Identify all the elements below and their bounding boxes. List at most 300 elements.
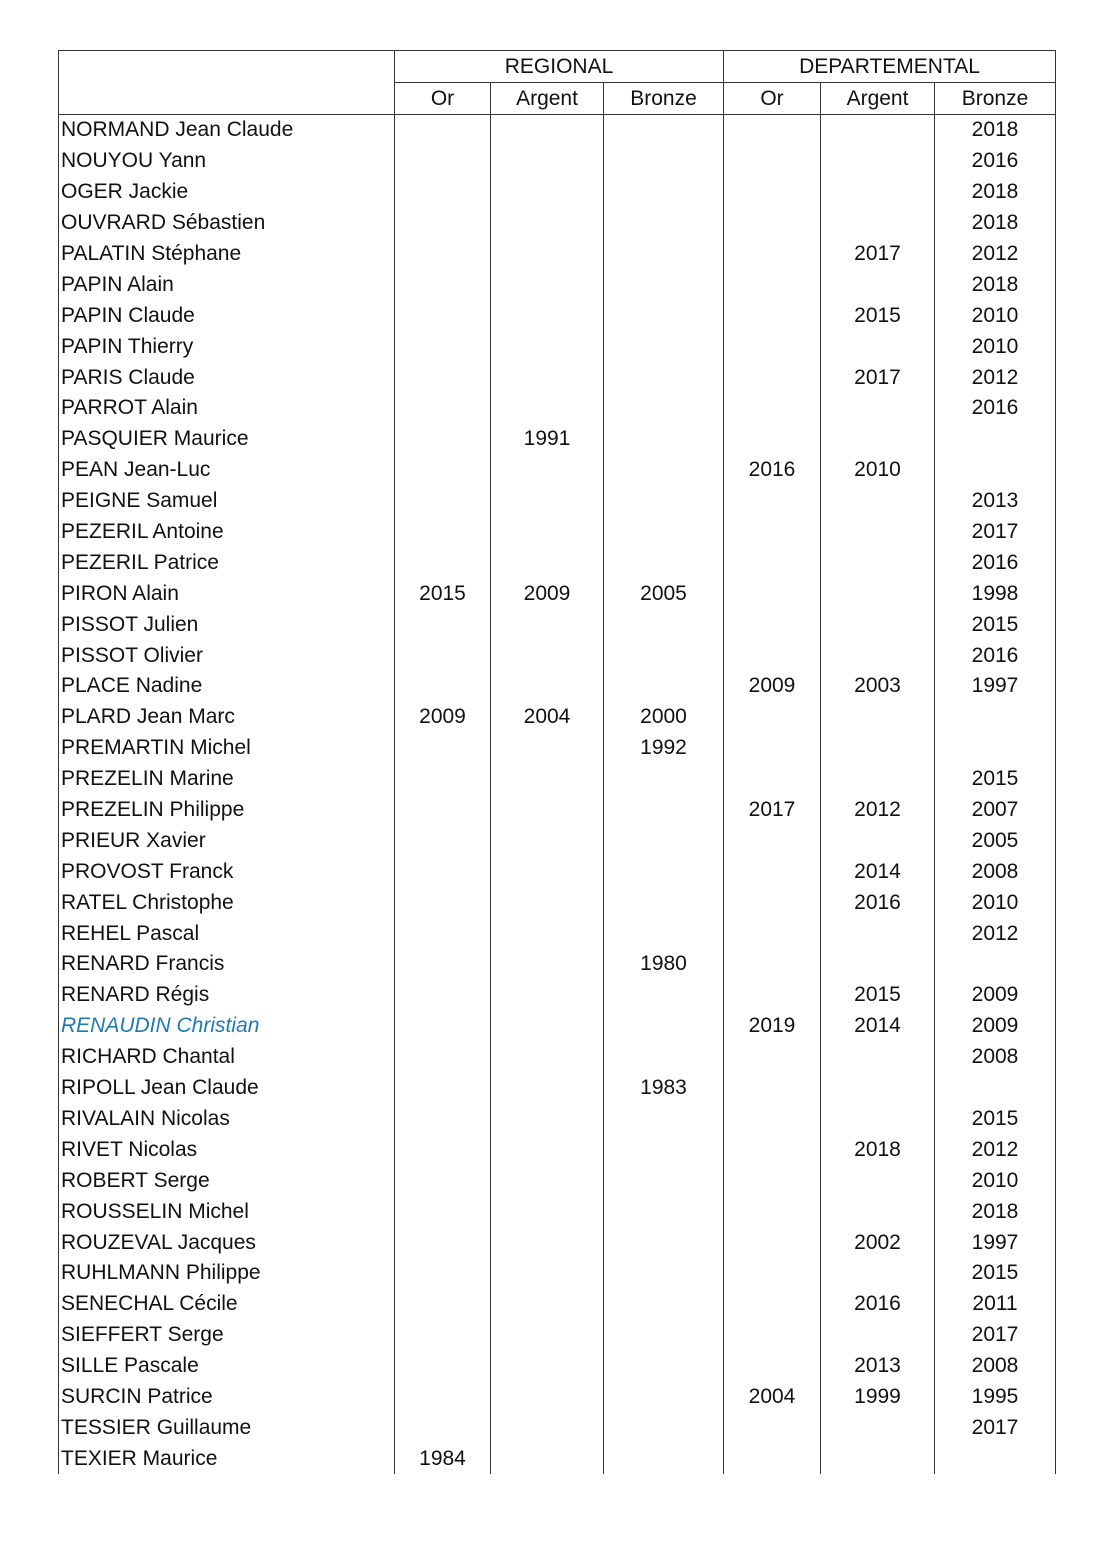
cell-regional-or xyxy=(395,1412,491,1443)
cell-regional-bronze xyxy=(604,115,724,146)
cell-regional-bronze xyxy=(604,146,724,177)
table-row xyxy=(59,547,1056,578)
cell-departemental-or xyxy=(724,609,821,640)
person-name: ROBERT Serge xyxy=(59,1165,395,1196)
cell-regional-bronze xyxy=(604,1351,724,1382)
cell-departemental-argent xyxy=(821,177,935,208)
header-departemental-bronze: Bronze xyxy=(935,83,1056,115)
cell-departemental-argent xyxy=(821,733,935,764)
cell-departemental-or: 2019 xyxy=(724,1011,821,1042)
cell-regional-argent xyxy=(491,764,604,795)
cell-regional-argent: 2009 xyxy=(491,578,604,609)
cell-departemental-or xyxy=(724,115,821,146)
table-row xyxy=(59,1412,1056,1443)
cell-regional-argent xyxy=(491,733,604,764)
cell-regional-bronze xyxy=(604,1227,724,1258)
table-row xyxy=(59,856,1056,887)
table-row xyxy=(59,239,1056,270)
cell-departemental-argent xyxy=(821,702,935,733)
cell-regional-argent xyxy=(491,177,604,208)
cell-departemental-or xyxy=(724,424,821,455)
cell-departemental-or xyxy=(724,300,821,331)
person-name: ROUZEVAL Jacques xyxy=(59,1227,395,1258)
cell-departemental-argent: 2016 xyxy=(821,887,935,918)
cell-departemental-bronze: 1995 xyxy=(935,1382,1056,1413)
cell-departemental-or xyxy=(724,1351,821,1382)
cell-departemental-argent: 2002 xyxy=(821,1227,935,1258)
person-name: PROVOST Franck xyxy=(59,856,395,887)
cell-departemental-argent: 2015 xyxy=(821,980,935,1011)
cell-regional-argent: 1991 xyxy=(491,424,604,455)
person-name: PAPIN Thierry xyxy=(59,331,395,362)
cell-departemental-argent xyxy=(821,424,935,455)
cell-regional-argent xyxy=(491,1042,604,1073)
cell-regional-or xyxy=(395,856,491,887)
cell-regional-argent xyxy=(491,362,604,393)
cell-departemental-bronze: 2016 xyxy=(935,547,1056,578)
table-row xyxy=(59,393,1056,424)
cell-regional-or xyxy=(395,177,491,208)
cell-departemental-or: 2016 xyxy=(724,455,821,486)
cell-regional-bronze xyxy=(604,856,724,887)
person-name: REHEL Pascal xyxy=(59,918,395,949)
cell-departemental-or xyxy=(724,1289,821,1320)
cell-departemental-or xyxy=(724,1104,821,1135)
cell-regional-bronze xyxy=(604,1443,724,1474)
person-name: PREMARTIN Michel xyxy=(59,733,395,764)
cell-departemental-or xyxy=(724,980,821,1011)
cell-departemental-or xyxy=(724,578,821,609)
cell-regional-argent xyxy=(491,980,604,1011)
table-row xyxy=(59,177,1056,208)
header-blank-cell xyxy=(59,51,395,115)
cell-departemental-argent xyxy=(821,640,935,671)
cell-regional-or xyxy=(395,208,491,239)
table-row xyxy=(59,887,1056,918)
cell-regional-argent: 2004 xyxy=(491,702,604,733)
header-departemental: DEPARTEMENTAL xyxy=(724,51,1056,83)
table-row xyxy=(59,1258,1056,1289)
cell-regional-or xyxy=(395,424,491,455)
person-name: SURCIN Patrice xyxy=(59,1382,395,1413)
cell-departemental-argent: 2015 xyxy=(821,300,935,331)
cell-regional-bronze: 2005 xyxy=(604,578,724,609)
person-name: PEIGNE Samuel xyxy=(59,486,395,517)
table-row xyxy=(59,1320,1056,1351)
cell-departemental-argent xyxy=(821,115,935,146)
table-row xyxy=(59,331,1056,362)
cell-departemental-bronze: 1997 xyxy=(935,1227,1056,1258)
table-row xyxy=(59,733,1056,764)
cell-regional-argent xyxy=(491,1011,604,1042)
cell-departemental-or xyxy=(724,239,821,270)
cell-departemental-bronze: 2016 xyxy=(935,393,1056,424)
cell-departemental-argent: 2003 xyxy=(821,671,935,702)
person-name: NORMAND Jean Claude xyxy=(59,115,395,146)
table-row xyxy=(59,1073,1056,1104)
cell-departemental-bronze: 2007 xyxy=(935,795,1056,826)
cell-regional-bronze xyxy=(604,393,724,424)
table-row xyxy=(59,1443,1056,1474)
cell-departemental-argent: 2017 xyxy=(821,362,935,393)
cell-departemental-argent: 1999 xyxy=(821,1382,935,1413)
cell-departemental-argent xyxy=(821,1443,935,1474)
person-name: RIVET Nicolas xyxy=(59,1134,395,1165)
cell-regional-or xyxy=(395,887,491,918)
cell-departemental-bronze: 2018 xyxy=(935,208,1056,239)
person-name: PISSOT Julien xyxy=(59,609,395,640)
person-name: PARROT Alain xyxy=(59,393,395,424)
cell-departemental-bronze: 2012 xyxy=(935,918,1056,949)
cell-regional-argent xyxy=(491,671,604,702)
cell-departemental-or xyxy=(724,1227,821,1258)
cell-regional-argent xyxy=(491,269,604,300)
cell-regional-or xyxy=(395,1134,491,1165)
cell-regional-bronze xyxy=(604,980,724,1011)
cell-departemental-or xyxy=(724,640,821,671)
header-departemental-argent: Argent xyxy=(821,83,935,115)
cell-departemental-bronze: 2010 xyxy=(935,887,1056,918)
person-name: PEZERIL Patrice xyxy=(59,547,395,578)
cell-regional-bronze xyxy=(604,177,724,208)
cell-regional-or xyxy=(395,733,491,764)
person-name: ROUSSELIN Michel xyxy=(59,1196,395,1227)
cell-regional-bronze xyxy=(604,1165,724,1196)
person-name: RUHLMANN Philippe xyxy=(59,1258,395,1289)
cell-regional-or xyxy=(395,1227,491,1258)
cell-regional-argent xyxy=(491,640,604,671)
cell-regional-bronze xyxy=(604,640,724,671)
cell-regional-or xyxy=(395,362,491,393)
table-row xyxy=(59,208,1056,239)
cell-regional-argent xyxy=(491,1104,604,1135)
cell-departemental-argent xyxy=(821,578,935,609)
cell-departemental-bronze: 2009 xyxy=(935,980,1056,1011)
cell-regional-bronze xyxy=(604,239,724,270)
table-row xyxy=(59,1196,1056,1227)
person-name: RICHARD Chantal xyxy=(59,1042,395,1073)
cell-regional-or xyxy=(395,486,491,517)
person-name: TESSIER Guillaume xyxy=(59,1412,395,1443)
cell-departemental-or xyxy=(724,764,821,795)
cell-departemental-bronze xyxy=(935,949,1056,980)
table-row xyxy=(59,1165,1056,1196)
cell-departemental-argent: 2014 xyxy=(821,856,935,887)
cell-regional-argent xyxy=(491,795,604,826)
cell-regional-or xyxy=(395,1351,491,1382)
cell-regional-bronze xyxy=(604,362,724,393)
cell-regional-or xyxy=(395,1165,491,1196)
cell-regional-argent xyxy=(491,1134,604,1165)
cell-departemental-argent: 2017 xyxy=(821,239,935,270)
cell-regional-argent xyxy=(491,825,604,856)
cell-regional-or xyxy=(395,980,491,1011)
cell-regional-or xyxy=(395,671,491,702)
cell-departemental-or xyxy=(724,825,821,856)
cell-departemental-or xyxy=(724,887,821,918)
cell-regional-argent xyxy=(491,887,604,918)
cell-departemental-argent xyxy=(821,486,935,517)
cell-regional-argent xyxy=(491,1196,604,1227)
cell-departemental-bronze: 2010 xyxy=(935,300,1056,331)
cell-regional-bronze xyxy=(604,1258,724,1289)
table-row xyxy=(59,1011,1056,1042)
cell-departemental-bronze xyxy=(935,424,1056,455)
table-row xyxy=(59,702,1056,733)
cell-regional-bronze xyxy=(604,424,724,455)
cell-regional-or xyxy=(395,547,491,578)
cell-departemental-argent xyxy=(821,1042,935,1073)
cell-departemental-or xyxy=(724,1073,821,1104)
cell-departemental-or: 2004 xyxy=(724,1382,821,1413)
table-row xyxy=(59,455,1056,486)
cell-departemental-bronze: 2015 xyxy=(935,764,1056,795)
cell-departemental-or xyxy=(724,486,821,517)
header-regional: REGIONAL xyxy=(395,51,724,83)
cell-departemental-or xyxy=(724,1165,821,1196)
cell-departemental-bronze: 2011 xyxy=(935,1289,1056,1320)
cell-regional-argent xyxy=(491,1227,604,1258)
cell-regional-bronze: 1992 xyxy=(604,733,724,764)
header-departemental-or: Or xyxy=(724,83,821,115)
cell-regional-or xyxy=(395,300,491,331)
cell-regional-argent xyxy=(491,331,604,362)
cell-regional-or xyxy=(395,269,491,300)
cell-departemental-or xyxy=(724,517,821,548)
cell-regional-bronze xyxy=(604,1320,724,1351)
cell-regional-bronze xyxy=(604,918,724,949)
person-name: RIPOLL Jean Claude xyxy=(59,1073,395,1104)
person-name: PASQUIER Maurice xyxy=(59,424,395,455)
cell-departemental-argent xyxy=(821,393,935,424)
cell-regional-argent xyxy=(491,239,604,270)
table-row xyxy=(59,1227,1056,1258)
table-row xyxy=(59,918,1056,949)
cell-departemental-or xyxy=(724,733,821,764)
table-row xyxy=(59,146,1056,177)
person-name: SIEFFERT Serge xyxy=(59,1320,395,1351)
table-row xyxy=(59,1289,1056,1320)
cell-departemental-bronze: 2017 xyxy=(935,1320,1056,1351)
cell-regional-or xyxy=(395,239,491,270)
cell-regional-argent xyxy=(491,486,604,517)
cell-regional-bronze xyxy=(604,887,724,918)
table-body xyxy=(59,115,1056,1475)
cell-departemental-bronze xyxy=(935,455,1056,486)
cell-regional-argent xyxy=(491,300,604,331)
header-group-row xyxy=(59,51,1056,83)
cell-regional-argent xyxy=(491,517,604,548)
cell-regional-argent xyxy=(491,1351,604,1382)
cell-departemental-bronze: 2018 xyxy=(935,269,1056,300)
cell-departemental-argent xyxy=(821,1165,935,1196)
cell-departemental-or xyxy=(724,547,821,578)
cell-regional-or xyxy=(395,1042,491,1073)
cell-departemental-bronze: 2017 xyxy=(935,1412,1056,1443)
cell-departemental-bronze: 2010 xyxy=(935,331,1056,362)
person-name: PIRON Alain xyxy=(59,578,395,609)
table-row xyxy=(59,825,1056,856)
cell-departemental-argent xyxy=(821,547,935,578)
table-row xyxy=(59,949,1056,980)
table-row xyxy=(59,486,1056,517)
cell-regional-or xyxy=(395,795,491,826)
cell-regional-or: 1984 xyxy=(395,1443,491,1474)
cell-regional-or xyxy=(395,1073,491,1104)
cell-departemental-argent: 2013 xyxy=(821,1351,935,1382)
cell-regional-or xyxy=(395,1104,491,1135)
cell-regional-or xyxy=(395,949,491,980)
cell-departemental-bronze xyxy=(935,702,1056,733)
cell-departemental-argent xyxy=(821,1258,935,1289)
cell-regional-or xyxy=(395,1011,491,1042)
cell-departemental-or xyxy=(724,331,821,362)
cell-regional-argent xyxy=(491,1289,604,1320)
cell-regional-bronze xyxy=(604,208,724,239)
cell-departemental-or xyxy=(724,1134,821,1165)
cell-departemental-or xyxy=(724,269,821,300)
cell-departemental-bronze: 2008 xyxy=(935,1042,1056,1073)
cell-regional-bronze xyxy=(604,300,724,331)
cell-departemental-argent: 2016 xyxy=(821,1289,935,1320)
table-row xyxy=(59,115,1056,146)
cell-departemental-or: 2017 xyxy=(724,795,821,826)
person-name: PREZELIN Marine xyxy=(59,764,395,795)
cell-departemental-bronze xyxy=(935,733,1056,764)
cell-departemental-argent xyxy=(821,949,935,980)
cell-regional-bronze xyxy=(604,331,724,362)
person-name: PEAN Jean-Luc xyxy=(59,455,395,486)
cell-regional-bronze xyxy=(604,795,724,826)
cell-regional-or xyxy=(395,455,491,486)
cell-regional-or xyxy=(395,1289,491,1320)
cell-departemental-bronze: 2015 xyxy=(935,1258,1056,1289)
table-row xyxy=(59,362,1056,393)
cell-departemental-or xyxy=(724,918,821,949)
person-name: OGER Jackie xyxy=(59,177,395,208)
person-name: PRIEUR Xavier xyxy=(59,825,395,856)
cell-departemental-argent: 2014 xyxy=(821,1011,935,1042)
cell-departemental-bronze: 1997 xyxy=(935,671,1056,702)
cell-departemental-argent xyxy=(821,1073,935,1104)
cell-departemental-or xyxy=(724,702,821,733)
cell-regional-bronze xyxy=(604,486,724,517)
cell-regional-argent xyxy=(491,547,604,578)
cell-regional-argent xyxy=(491,1412,604,1443)
cell-departemental-or xyxy=(724,1320,821,1351)
cell-regional-or xyxy=(395,331,491,362)
person-name: PAPIN Alain xyxy=(59,269,395,300)
cell-departemental-argent: 2018 xyxy=(821,1134,935,1165)
cell-departemental-bronze: 2016 xyxy=(935,640,1056,671)
cell-departemental-or xyxy=(724,1258,821,1289)
cell-regional-or xyxy=(395,517,491,548)
cell-regional-or xyxy=(395,115,491,146)
table-row xyxy=(59,640,1056,671)
table-row xyxy=(59,517,1056,548)
table-row xyxy=(59,1042,1056,1073)
cell-departemental-bronze: 2015 xyxy=(935,1104,1056,1135)
cell-departemental-or xyxy=(724,146,821,177)
cell-departemental-or xyxy=(724,208,821,239)
cell-departemental-argent xyxy=(821,146,935,177)
cell-departemental-argent xyxy=(821,1412,935,1443)
person-name: RATEL Christophe xyxy=(59,887,395,918)
cell-departemental-argent xyxy=(821,208,935,239)
cell-regional-bronze xyxy=(604,1196,724,1227)
cell-departemental-argent: 2012 xyxy=(821,795,935,826)
cell-regional-argent xyxy=(491,455,604,486)
cell-departemental-or xyxy=(724,1412,821,1443)
cell-departemental-argent xyxy=(821,825,935,856)
header-regional-bronze: Bronze xyxy=(604,83,724,115)
cell-regional-bronze: 2000 xyxy=(604,702,724,733)
table-row xyxy=(59,1104,1056,1135)
cell-departemental-or xyxy=(724,177,821,208)
person-name: PEZERIL Antoine xyxy=(59,517,395,548)
person-name: PLACE Nadine xyxy=(59,671,395,702)
cell-departemental-bronze: 2010 xyxy=(935,1165,1056,1196)
cell-departemental-argent xyxy=(821,269,935,300)
cell-departemental-bronze: 2016 xyxy=(935,146,1056,177)
cell-regional-argent xyxy=(491,1165,604,1196)
person-name: SILLE Pascale xyxy=(59,1351,395,1382)
cell-departemental-or xyxy=(724,393,821,424)
cell-regional-argent xyxy=(491,393,604,424)
cell-departemental-bronze: 2005 xyxy=(935,825,1056,856)
cell-regional-argent xyxy=(491,115,604,146)
table-row xyxy=(59,980,1056,1011)
table-row xyxy=(59,269,1056,300)
cell-regional-argent xyxy=(491,1258,604,1289)
cell-regional-or xyxy=(395,393,491,424)
cell-departemental-bronze: 2015 xyxy=(935,609,1056,640)
cell-departemental-or: 2009 xyxy=(724,671,821,702)
cell-departemental-argent: 2010 xyxy=(821,455,935,486)
cell-regional-argent xyxy=(491,1320,604,1351)
cell-regional-argent xyxy=(491,1073,604,1104)
table-row xyxy=(59,795,1056,826)
cell-departemental-bronze: 2008 xyxy=(935,1351,1056,1382)
cell-departemental-or xyxy=(724,949,821,980)
header-regional-argent: Argent xyxy=(491,83,604,115)
cell-regional-bronze xyxy=(604,517,724,548)
cell-regional-or: 2009 xyxy=(395,702,491,733)
cell-regional-argent xyxy=(491,856,604,887)
cell-departemental-bronze: 2012 xyxy=(935,362,1056,393)
person-name: RENAUDIN Christian xyxy=(59,1011,395,1042)
cell-regional-bronze xyxy=(604,671,724,702)
cell-regional-bronze xyxy=(604,1412,724,1443)
table-row xyxy=(59,424,1056,455)
cell-regional-or xyxy=(395,146,491,177)
cell-regional-or xyxy=(395,609,491,640)
cell-departemental-or xyxy=(724,1443,821,1474)
person-name: PARIS Claude xyxy=(59,362,395,393)
cell-regional-bronze: 1983 xyxy=(604,1073,724,1104)
cell-departemental-bronze: 2018 xyxy=(935,177,1056,208)
person-name: RENARD Francis xyxy=(59,949,395,980)
table-row xyxy=(59,300,1056,331)
cell-regional-bronze xyxy=(604,1134,724,1165)
cell-departemental-bronze: 2013 xyxy=(935,486,1056,517)
cell-regional-bronze xyxy=(604,609,724,640)
cell-departemental-argent xyxy=(821,517,935,548)
person-name: NOUYOU Yann xyxy=(59,146,395,177)
cell-departemental-bronze: 2018 xyxy=(935,115,1056,146)
table-row xyxy=(59,609,1056,640)
cell-departemental-or xyxy=(724,856,821,887)
